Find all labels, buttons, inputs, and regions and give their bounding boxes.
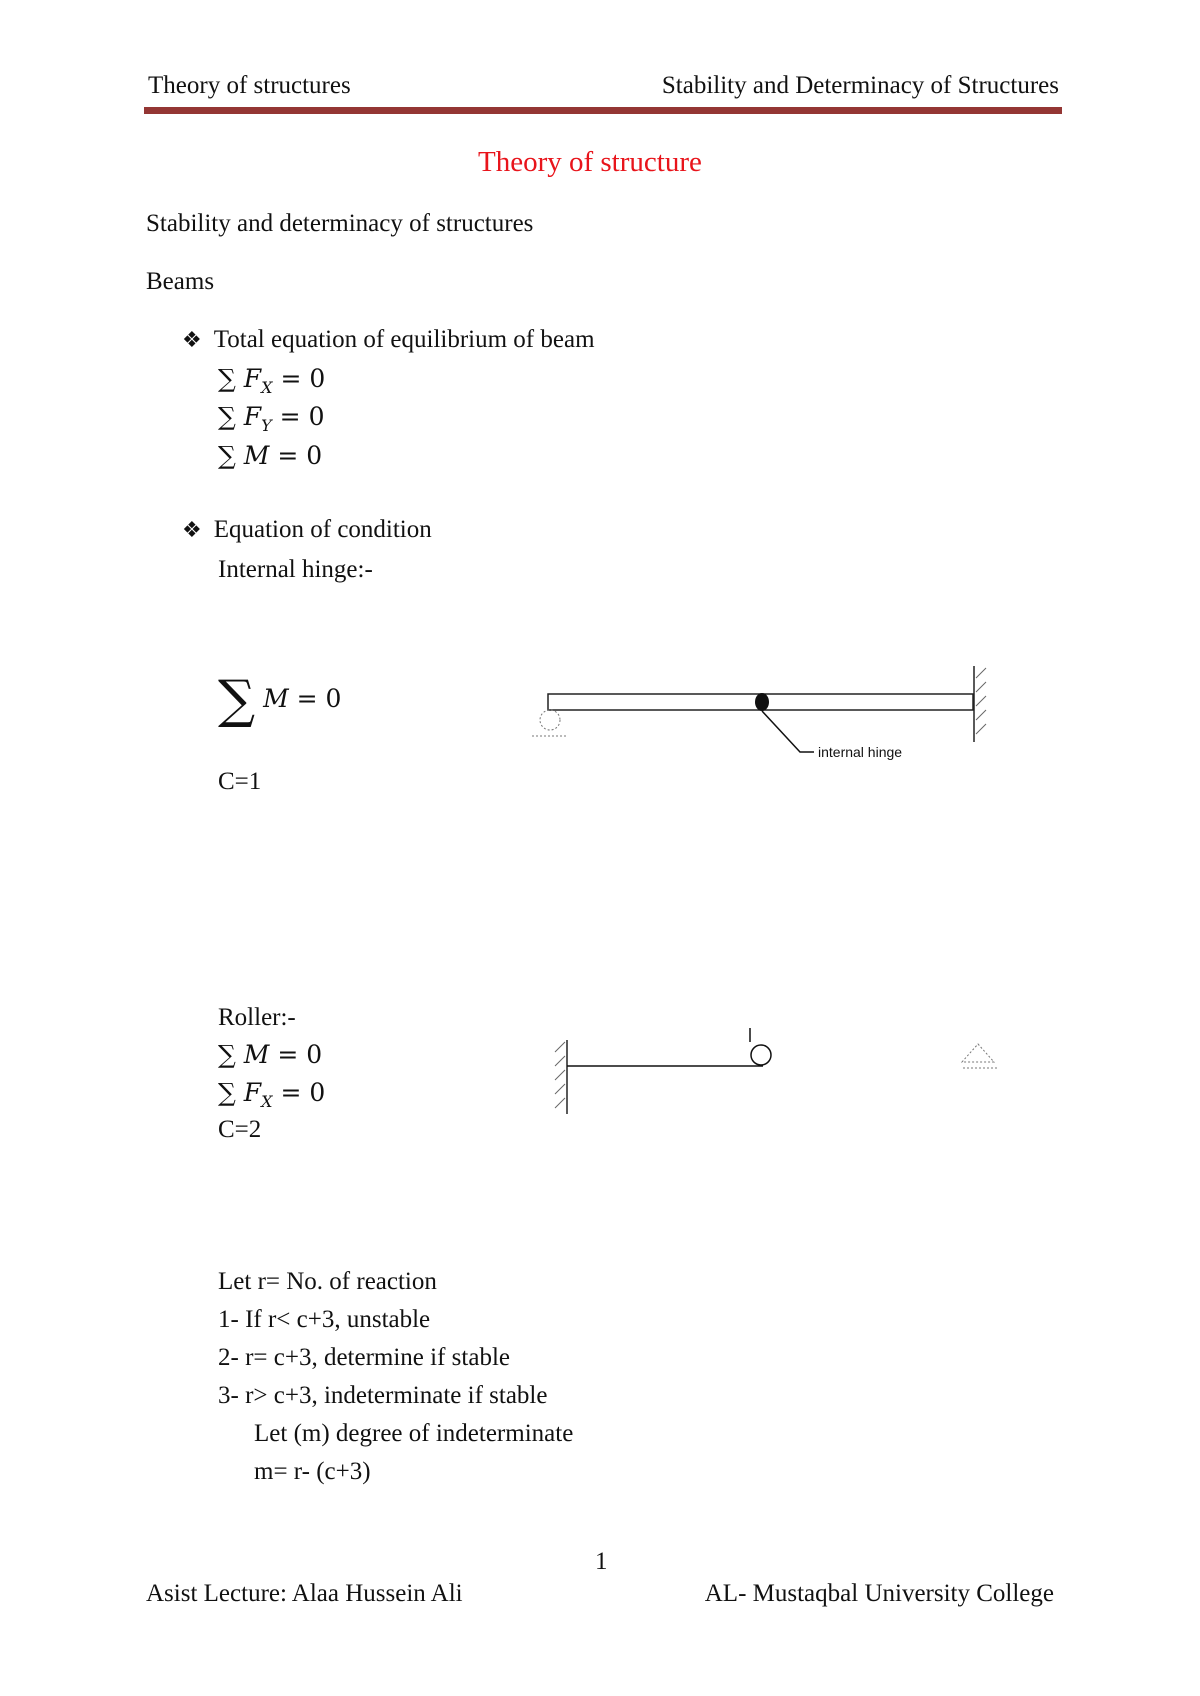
internal-hinge-label: Internal hinge:- bbox=[218, 556, 373, 583]
m-definition: Let (m) degree of indeterminate bbox=[254, 1420, 574, 1447]
hinge-support-icon bbox=[962, 1044, 997, 1068]
footer-right: AL- Mustaqbal University College bbox=[704, 1580, 1054, 1607]
equilibrium-text: Total equation of equilibrium of beam bbox=[213, 326, 595, 353]
m-equation: m= r- (c+3) bbox=[254, 1458, 371, 1485]
header-left: Theory of structures bbox=[148, 72, 351, 99]
fixed-support-icon bbox=[974, 666, 986, 742]
hinge-leader-line bbox=[762, 711, 814, 752]
rule-2: 2- r= c+3, determine if stable bbox=[218, 1344, 510, 1371]
page-number: 1 bbox=[595, 1548, 608, 1575]
page-title: Theory of structure bbox=[478, 146, 702, 178]
roller-label: Roller:- bbox=[218, 1004, 296, 1031]
header-right: Stability and Determinacy of Structures bbox=[661, 72, 1059, 99]
condition-text: Equation of condition bbox=[213, 516, 432, 543]
rule-3: 3- r> c+3, indeterminate if stable bbox=[218, 1382, 548, 1409]
hinge-diagram-label: internal hinge bbox=[818, 744, 903, 760]
internal-hinge-diagram bbox=[520, 656, 1000, 770]
equation-sum-fy: ∑ $F_Y = 0$ bbox=[218, 402, 325, 435]
diamond-bullet-icon: ❖ bbox=[182, 327, 202, 352]
rule-intro: Let r= No. of reaction bbox=[218, 1268, 437, 1295]
pin-support-icon bbox=[532, 710, 568, 736]
fixed-support-icon bbox=[555, 1040, 567, 1114]
roller-icon bbox=[751, 1045, 771, 1065]
diamond-bullet-icon: ❖ bbox=[182, 517, 202, 542]
equation-sum-m: ∑ M = 0 bbox=[218, 441, 323, 470]
section-heading: Beams bbox=[146, 268, 215, 295]
equation-sum-fx: ∑ $F_X = 0$ bbox=[218, 364, 326, 397]
footer-left: Asist Lecture: Alaa Hussein Ali bbox=[146, 1580, 463, 1607]
bullet-equilibrium bbox=[182, 326, 595, 354]
equation-hinge-moment: ∑ M = 0 bbox=[218, 670, 342, 730]
header-rule bbox=[144, 107, 1062, 114]
roller-equation-fx: ∑ $F_X = 0$ bbox=[218, 1078, 326, 1111]
roller-diagram bbox=[545, 1018, 1005, 1118]
hinge-condition-count: C=1 bbox=[218, 768, 262, 795]
roller-equation-moment: ∑ M = 0 bbox=[218, 1040, 323, 1069]
roller-condition-count: C=2 bbox=[218, 1116, 262, 1143]
internal-hinge-icon bbox=[755, 693, 769, 711]
rule-1: 1- If r< c+3, unstable bbox=[218, 1306, 431, 1333]
bullet-condition bbox=[182, 516, 432, 544]
subtitle: Stability and determinacy of structures bbox=[146, 210, 534, 237]
